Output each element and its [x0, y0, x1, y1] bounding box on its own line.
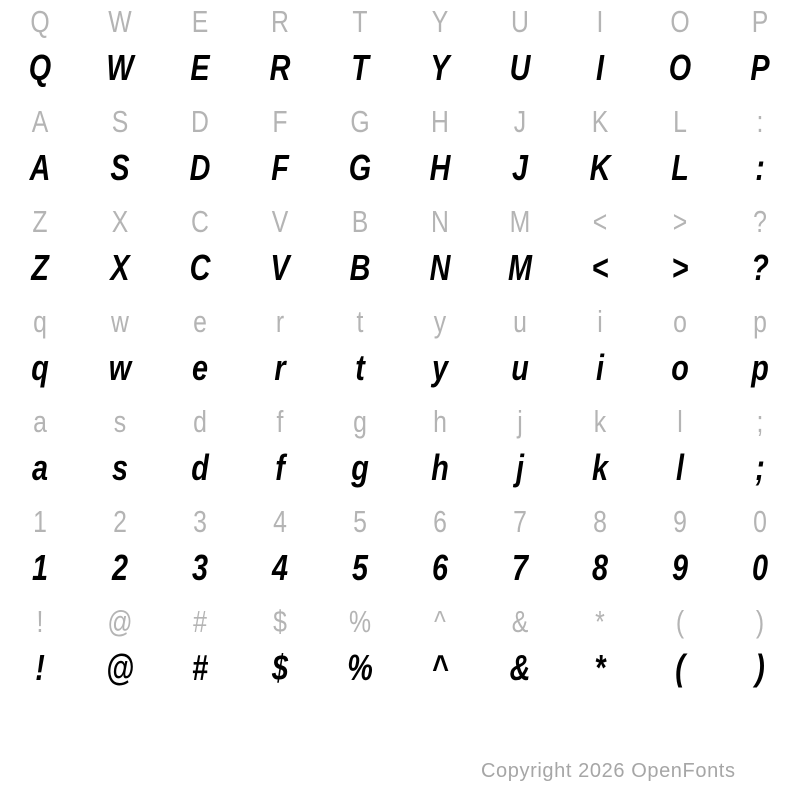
glyph-cell: i [595, 346, 604, 388]
glyph-cell: 6 [431, 546, 449, 588]
glyph-cell: C [191, 203, 209, 239]
glyph-cell: p [753, 303, 767, 339]
glyph-cell: k [593, 403, 607, 439]
specimen-row-muted-3 [0, 197, 800, 247]
glyph-cell: P [750, 46, 770, 88]
glyph-cell: k [591, 446, 609, 488]
glyph-cell: : [755, 146, 765, 188]
glyph-cell: % [347, 646, 373, 688]
glyph-cell: h [431, 446, 449, 488]
specimen-row-muted-6 [0, 497, 800, 547]
glyph-cell: ( [675, 646, 685, 688]
glyph-cell: B [349, 246, 371, 288]
glyph-cell: U [509, 46, 531, 88]
glyph-cell: @ [105, 646, 135, 688]
glyph-cell: 0 [753, 503, 767, 539]
glyph-cell: S [110, 146, 130, 188]
glyph-cell: 2 [113, 503, 127, 539]
glyph-cell: W [108, 3, 132, 39]
glyph-cell: e [193, 303, 207, 339]
glyph-cell: ; [755, 446, 765, 488]
glyph-cell: R [269, 46, 291, 88]
glyph-cell: f [275, 446, 285, 488]
glyph-cell: ^ [431, 646, 449, 688]
glyph-cell: H [431, 103, 449, 139]
glyph-cell: j [515, 446, 524, 488]
glyph-cell: N [429, 246, 451, 288]
glyph-cell: Y [431, 3, 449, 39]
glyph-cell: M [508, 246, 532, 288]
specimen-row-ink-4 [0, 343, 800, 393]
glyph-cell: # [193, 603, 207, 639]
glyph-cell: O [670, 3, 690, 39]
glyph-cell: ? [751, 246, 769, 288]
glyph-cell: 4 [273, 503, 287, 539]
glyph-cell: H [429, 146, 451, 188]
glyph-cell: J [513, 103, 527, 139]
glyph-cell: ) [755, 646, 765, 688]
glyph-cell: F [272, 103, 288, 139]
glyph-cell: D [189, 146, 211, 188]
glyph-cell: f [276, 403, 284, 439]
glyph-cell: a [31, 446, 49, 488]
glyph-cell: U [511, 3, 529, 39]
specimen-row-ink-5 [0, 443, 800, 493]
glyph-cell: T [351, 46, 369, 88]
glyph-cell: * [595, 603, 605, 639]
glyph-cell: ! [36, 603, 44, 639]
glyph-cell: S [111, 103, 129, 139]
glyph-cell: < [591, 246, 609, 288]
glyph-cell: M [509, 203, 531, 239]
glyph-cell: g [351, 446, 369, 488]
glyph-cell: q [31, 346, 49, 388]
glyph-cell: B [351, 203, 369, 239]
glyph-cell: # [191, 646, 209, 688]
glyph-cell: Q [28, 46, 52, 88]
glyph-cell: ) [755, 603, 765, 639]
glyph-cell: ; [756, 403, 764, 439]
glyph-cell: : [756, 103, 764, 139]
glyph-cell: 7 [511, 546, 529, 588]
glyph-cell: q [33, 303, 47, 339]
glyph-cell: w [111, 303, 129, 339]
glyph-cell: K [589, 146, 611, 188]
glyph-cell: 4 [271, 546, 289, 588]
glyph-cell: K [591, 103, 609, 139]
glyph-cell: V [271, 203, 289, 239]
glyph-cell: X [110, 246, 130, 288]
glyph-cell: $ [273, 603, 287, 639]
glyph-cell: u [513, 303, 527, 339]
glyph-cell: & [511, 603, 529, 639]
glyph-cell: u [511, 346, 529, 388]
glyph-cell: ^ [434, 603, 446, 639]
glyph-cell: > [671, 246, 689, 288]
glyph-cell: > [672, 203, 688, 239]
glyph-cell: 5 [351, 546, 369, 588]
glyph-cell: 8 [593, 503, 607, 539]
glyph-cell: t [355, 346, 365, 388]
glyph-cell: A [29, 146, 51, 188]
glyph-cell: G [348, 146, 372, 188]
glyph-cell: 3 [191, 546, 209, 588]
glyph-cell: W [106, 46, 134, 88]
glyph-cell: C [189, 246, 211, 288]
glyph-cell: 7 [513, 503, 527, 539]
glyph-cell: 2 [111, 546, 129, 588]
glyph-cell: Z [32, 203, 48, 239]
glyph-cell: y [433, 303, 447, 339]
glyph-cell: p [751, 346, 769, 388]
glyph-cell: d [193, 403, 207, 439]
glyph-cell: 8 [591, 546, 609, 588]
glyph-cell: F [271, 146, 289, 188]
glyph-cell: r [274, 346, 286, 388]
glyph-cell: X [111, 203, 129, 239]
glyph-cell: E [190, 46, 210, 88]
glyph-cell: t [356, 303, 364, 339]
glyph-cell: R [271, 3, 289, 39]
glyph-cell: Y [430, 46, 450, 88]
glyph-cell: N [431, 203, 449, 239]
glyph-cell: o [673, 303, 687, 339]
glyph-cell: T [352, 3, 368, 39]
specimen-row-ink-3 [0, 243, 800, 293]
glyph-cell: j [517, 403, 523, 439]
glyph-cell: y [431, 346, 449, 388]
specimen-row-muted-2 [0, 97, 800, 147]
glyph-cell: o [671, 346, 689, 388]
glyph-cell: s [113, 403, 127, 439]
glyph-cell: a [33, 403, 47, 439]
glyph-cell: 6 [433, 503, 447, 539]
copyright-watermark: Copyright 2026 OpenFonts [481, 760, 736, 782]
glyph-cell: % [348, 603, 372, 639]
glyph-cell: $ [271, 646, 289, 688]
glyph-cell: 9 [673, 503, 687, 539]
glyph-cell: 5 [353, 503, 367, 539]
glyph-cell: @ [107, 603, 133, 639]
glyph-cell: P [751, 3, 769, 39]
glyph-cell: g [353, 403, 367, 439]
glyph-cell: V [270, 246, 290, 288]
glyph-cell: 3 [193, 503, 207, 539]
glyph-cell: l [675, 446, 684, 488]
glyph-cell: Q [30, 3, 50, 39]
glyph-cell: 0 [751, 546, 769, 588]
glyph-cell: A [31, 103, 49, 139]
glyph-cell: 9 [671, 546, 689, 588]
glyph-cell: E [191, 3, 209, 39]
specimen-row-ink-7 [0, 643, 800, 693]
glyph-cell: d [191, 446, 209, 488]
glyph-cell: 1 [33, 503, 47, 539]
glyph-cell: & [509, 646, 531, 688]
glyph-cell: O [668, 46, 692, 88]
glyph-cell: e [191, 346, 209, 388]
glyph-cell: l [677, 403, 683, 439]
specimen-row-muted-7 [0, 597, 800, 647]
specimen-row-ink-6 [0, 543, 800, 593]
glyph-cell: Z [31, 246, 49, 288]
glyph-cell: * [594, 646, 606, 688]
glyph-cell: ( [675, 603, 685, 639]
glyph-cell: G [350, 103, 370, 139]
glyph-cell: h [433, 403, 447, 439]
specimen-row-ink-1 [0, 43, 800, 93]
glyph-cell: J [511, 146, 529, 188]
glyph-cell: I [596, 3, 604, 39]
glyph-cell: D [191, 103, 209, 139]
glyph-cell: w [108, 346, 132, 388]
glyph-cell: r [275, 303, 285, 339]
glyph-cell: 1 [31, 546, 49, 588]
glyph-cell: i [597, 303, 603, 339]
glyph-cell: < [592, 203, 608, 239]
glyph-cell: I [595, 46, 604, 88]
glyph-cell: L [673, 103, 687, 139]
specimen-row-muted-4 [0, 297, 800, 347]
specimen-row-muted-1 [0, 0, 800, 47]
specimen-row-muted-5 [0, 397, 800, 447]
glyph-cell: ? [753, 203, 767, 239]
glyph-cell: s [111, 446, 129, 488]
glyph-cell: ! [35, 646, 45, 688]
glyph-cell: L [671, 146, 689, 188]
specimen-row-ink-2 [0, 143, 800, 193]
